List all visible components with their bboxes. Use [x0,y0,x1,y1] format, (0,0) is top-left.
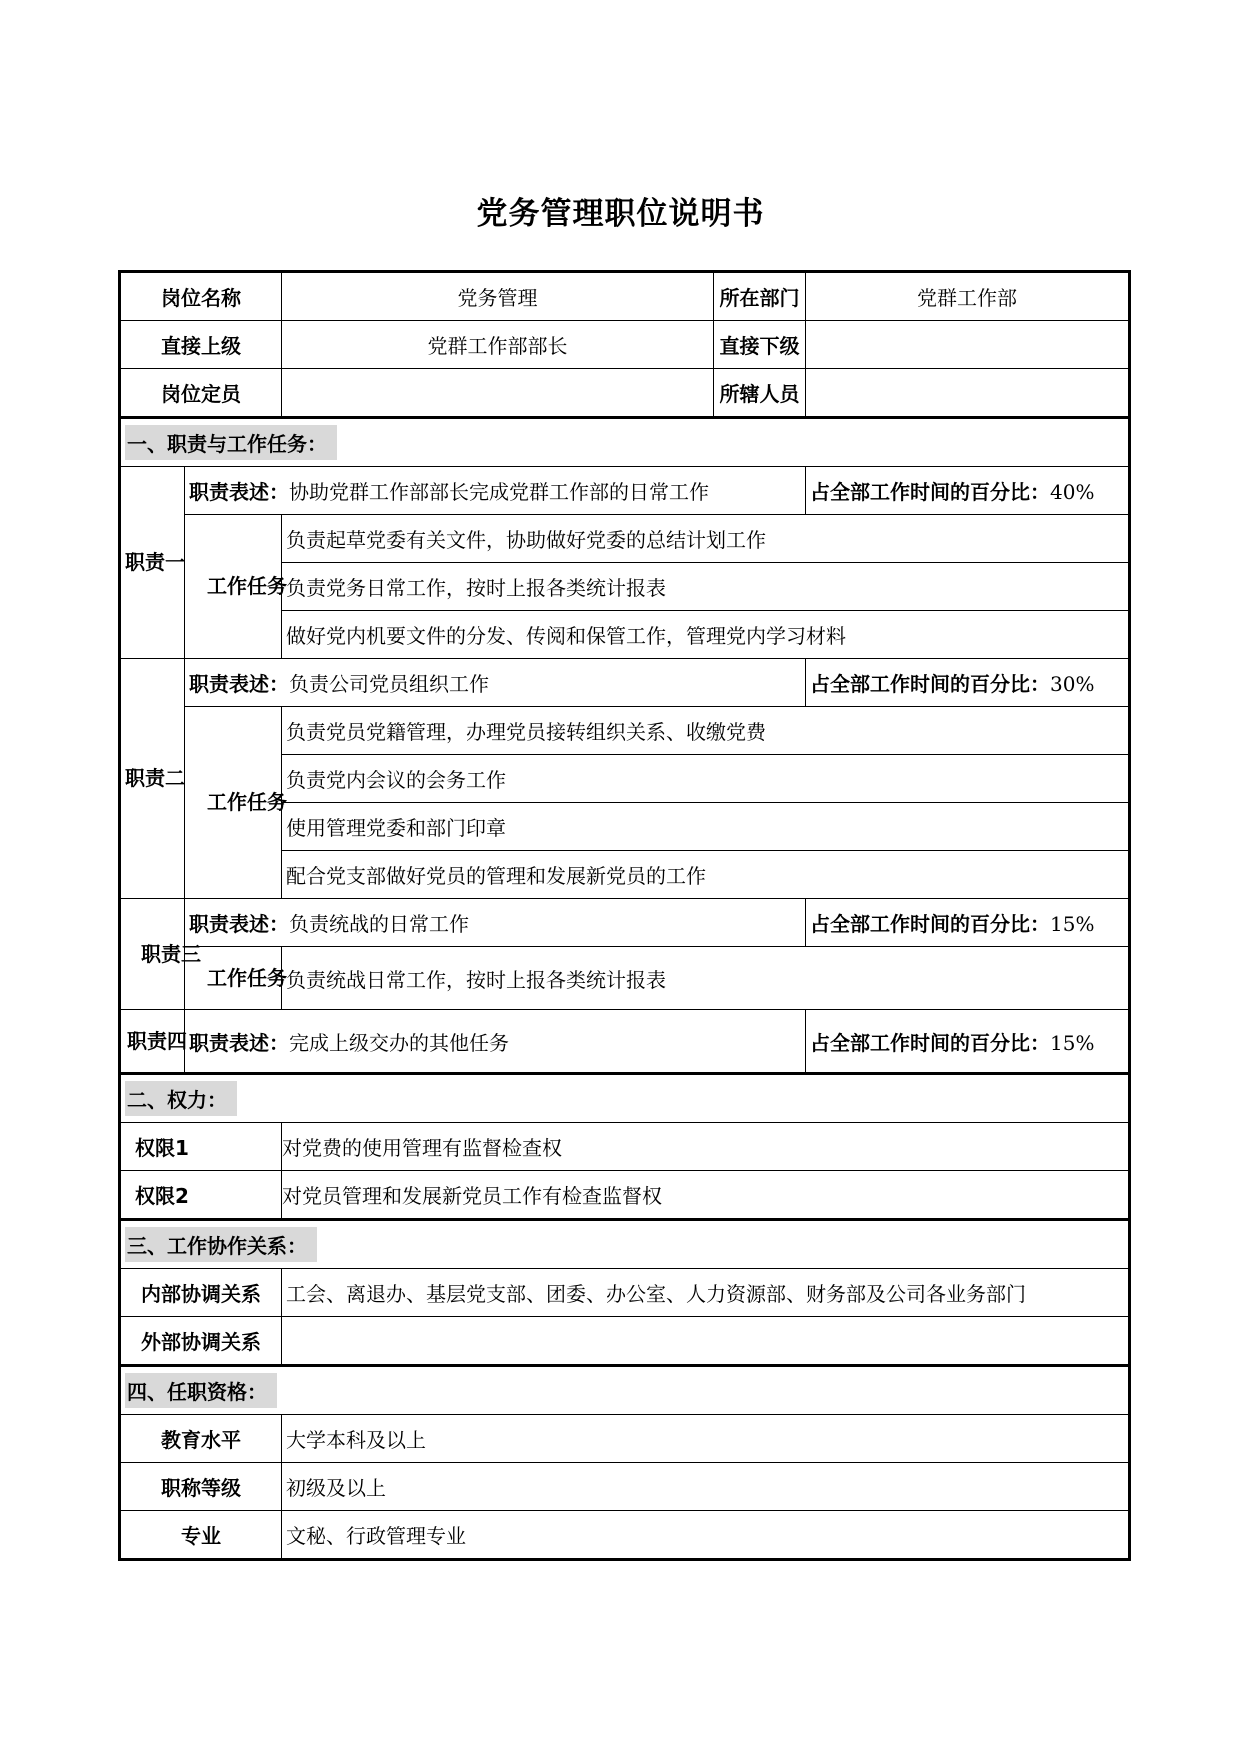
subordinate-label: 直接下级 [714,321,806,369]
duty-1-tasks-label: 工作任务 [185,515,282,659]
headcount-label: 岗位定员 [120,369,282,418]
duty-3-task: 负责统战日常工作，按时上报各类统计报表 [282,947,1130,1010]
duty-3-tasks-label: 工作任务 [185,947,282,1010]
qualification-row [120,1415,1130,1463]
relation-label: 内部协调关系 [120,1269,282,1317]
duty-desc-label: 职责表述： [189,912,289,936]
duty-1-task: 做好党内机要文件的分发、传阅和保管工作，管理党内学习材料 [282,611,1130,659]
duty-1-desc: 协助党群工作部部长完成党群工作部的日常工作 [289,480,709,504]
relation-row [120,1269,1130,1317]
qualification-row [120,1463,1130,1511]
duty-4-name: 职责四 [120,1010,185,1074]
job-description-table [118,270,1131,1561]
duty-1-name: 职责一 [120,467,185,659]
pct-label: 占全部工作时间的百分比： [810,912,1050,936]
qualification-text: 初级及以上 [282,1463,1130,1511]
qualification-text: 大学本科及以上 [282,1415,1130,1463]
duty-4-desc-row [120,1010,1130,1074]
row-post-name [120,272,1130,321]
dept-label: 所在部门 [714,272,806,321]
section-powers-title: 二、权力： [125,1081,237,1116]
superior-value: 党群工作部部长 [282,321,714,369]
power-row [120,1123,1130,1171]
qualification-label: 职称等级 [120,1463,282,1511]
relation-text: 工会、离退办、基层党支部、团委、办公室、人力资源部、财务部及公司各业务部门 [282,1269,1130,1317]
duty-3-name: 职责三 [120,899,185,1010]
row-headcount [120,369,1130,418]
duty-2-task: 使用管理党委和部门印章 [282,803,1130,851]
duty-4-pct: 15% [1050,1030,1095,1055]
duty-1-task: 负责党务日常工作，按时上报各类统计报表 [282,563,1130,611]
post-name-label: 岗位名称 [120,272,282,321]
relation-row [120,1317,1130,1366]
pct-label: 占全部工作时间的百分比： [810,480,1050,504]
qualification-row [120,1511,1130,1560]
duty-1-task-row [120,515,1130,563]
qualification-text: 文秘、行政管理专业 [282,1511,1130,1560]
section-duties-title: 一、职责与工作任务： [125,425,337,460]
page-title: 党务管理职位说明书 [476,196,765,232]
duty-desc-label: 职责表述： [189,480,289,504]
headcount-value [282,369,714,418]
dept-value: 党群工作部 [806,272,1130,321]
section-relations-header [120,1220,1130,1269]
duty-4-desc: 完成上级交办的其他任务 [289,1030,509,1055]
power-row [120,1171,1130,1220]
relation-text [282,1317,1130,1366]
duty-1-pct: 40% [1050,480,1095,504]
qualification-label: 教育水平 [120,1415,282,1463]
duty-2-desc-row [120,659,1130,707]
duty-1-desc-row [120,467,1130,515]
section-qualifications-header [120,1366,1130,1415]
power-label: 权限2 [120,1171,282,1220]
duty-2-task: 配合党支部做好党员的管理和发展新党员的工作 [282,851,1130,899]
duty-3-desc: 负责统战的日常工作 [289,912,469,936]
row-superior [120,321,1130,369]
duty-1-task: 负责起草党委有关文件，协助做好党委的总结计划工作 [282,515,1130,563]
staff-label: 所辖人员 [714,369,806,418]
duty-2-pct: 30% [1050,672,1095,696]
superior-label: 直接上级 [120,321,282,369]
duty-desc-label: 职责表述： [189,672,289,696]
section-qualifications-title: 四、任职资格： [125,1373,277,1408]
duty-2-task: 负责党内会议的会务工作 [282,755,1130,803]
relation-label: 外部协调关系 [120,1317,282,1366]
post-name-value: 党务管理 [282,272,714,321]
section-relations-title: 三、工作协作关系： [125,1227,317,1262]
duty-3-desc-row [120,899,1130,947]
power-label: 权限1 [120,1123,282,1171]
qualification-label: 专业 [120,1511,282,1560]
duty-3-task-row [120,947,1130,1010]
duty-3-pct: 15% [1050,912,1095,936]
staff-value [806,369,1130,418]
duty-2-desc: 负责公司党员组织工作 [289,672,489,696]
pct-label: 占全部工作时间的百分比： [810,672,1050,696]
section-duties-header [120,418,1130,467]
power-text: 对党费的使用管理有监督检查权 [282,1123,1130,1171]
duty-2-tasks-label: 工作任务 [185,707,282,899]
duty-2-task-row [120,707,1130,755]
duty-desc-label: 职责表述： [189,1030,289,1055]
duty-2-name: 职责二 [120,659,185,899]
section-powers-header [120,1074,1130,1123]
power-text: 对党员管理和发展新党员工作有检查监督权 [282,1171,1130,1220]
pct-label: 占全部工作时间的百分比： [810,1030,1050,1055]
subordinate-value [806,321,1130,369]
duty-2-task: 负责党员党籍管理，办理党员接转组织关系、收缴党费 [282,707,1130,755]
